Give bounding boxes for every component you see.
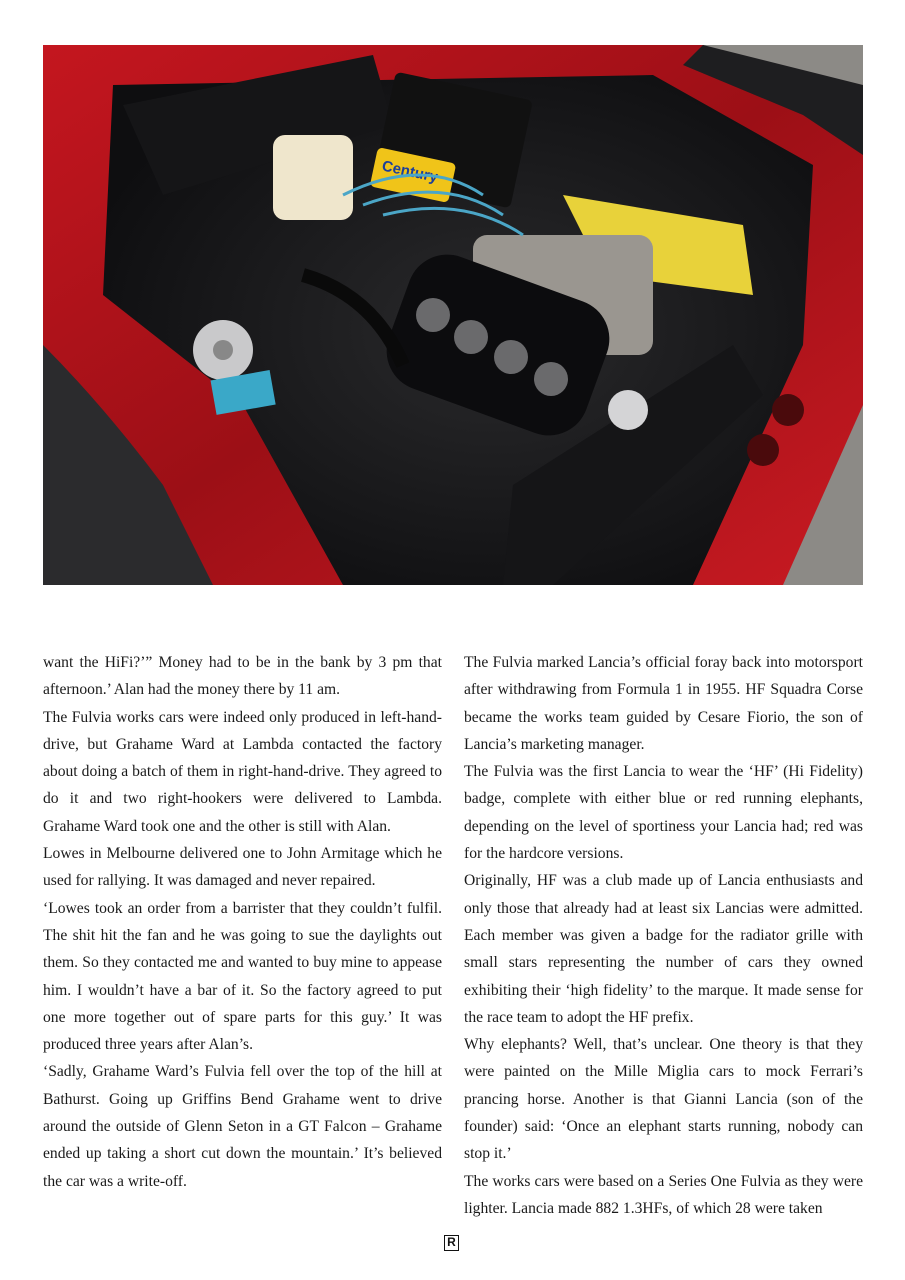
engine-bay-photo [43, 45, 863, 585]
paragraph: Why elephants? Well, that’s unclear. One theory is that they were painted on the Mille Miglia cars to mock Ferrari’s prancing horse. Another is that Gianni Lancia (son of the founder) said: ‘Once an elephant starts running, nobody can stop it.’ [464, 1036, 863, 1163]
paragraph: The Fulvia marked Lancia’s official foray back into motorsport after withdrawing from Formula 1 in 1955. HF Squadra Corse became the works team guided by Cesare Fiorio, the son of Lancia’s marketing manager. [464, 654, 863, 753]
fender-hole [772, 394, 804, 426]
paragraph: Lowes in Melbourne delivered one to John Armitage which he used for rallying. It was damaged and never repaired. [43, 845, 442, 890]
paragraph: The Fulvia works cars were indeed only produced in left-hand-drive, but Grahame Ward at Lambda contacted the factory about doing a batch of them in right-hand-drive. They agreed to do it and two right-hookers were delivered to Lambda. Grahame Ward took one and the other is still with Alan. [43, 708, 442, 835]
paragraph: Originally, HF was a club made up of Lancia enthusiasts and only those that already had at least six Lancias were admitted. Each member was given a badge for the radiator grille with small stars representing the number of cars they owned exhibiting their ‘high fidelity’ to the marque. It made sense for the race team to adopt the HF prefix. [464, 872, 863, 1026]
paragraph: want the HiFi?’” Money had to be in the bank by 3 pm that afternoon.’ Alan had the money there by 11 am. [43, 654, 442, 699]
engine-bay-illustration [43, 45, 863, 585]
battery-brand-text: Century [380, 157, 440, 187]
washer-reservoir [273, 135, 353, 220]
magazine-logo: R [444, 1235, 459, 1251]
fender-hole [747, 434, 779, 466]
paragraph: ‘Sadly, Grahame Ward’s Fulvia fell over the top of the hill at Bathurst. Going up Griffins Bend Grahame went to drive around the outside of Glenn Seton in a GT Falcon – Grahame ended up taking a short cut down the mountain.’ It’s believed the car was a write-off. [43, 1063, 442, 1190]
paragraph: The works cars were based on a Series One Fulvia as they were lighter. Lancia made 882 1.3HFs, of which 28 were taken [464, 1172, 863, 1217]
radiator-cap [608, 390, 648, 430]
article-column-left [43, 649, 442, 1195]
paragraph: ‘Lowes took an order from a barrister that they couldn’t fulfil. The shit hit the fan and he was going to sue the daylights out them. So they contacted me and wanted to buy mine to appease him. I wouldn’t have a bar of it. So the factory agreed to put one more together out of spare parts for this guy.’ It was produced three years after Alan’s. [43, 899, 442, 1054]
article-column-right [464, 649, 863, 1222]
paragraph: The Fulvia was the first Lancia to wear the ‘HF’ (Hi Fidelity) badge, complete with either blue or red running elephants, depending on the level of sportiness your Lancia had; red was for the hardcore versions. [464, 763, 863, 863]
